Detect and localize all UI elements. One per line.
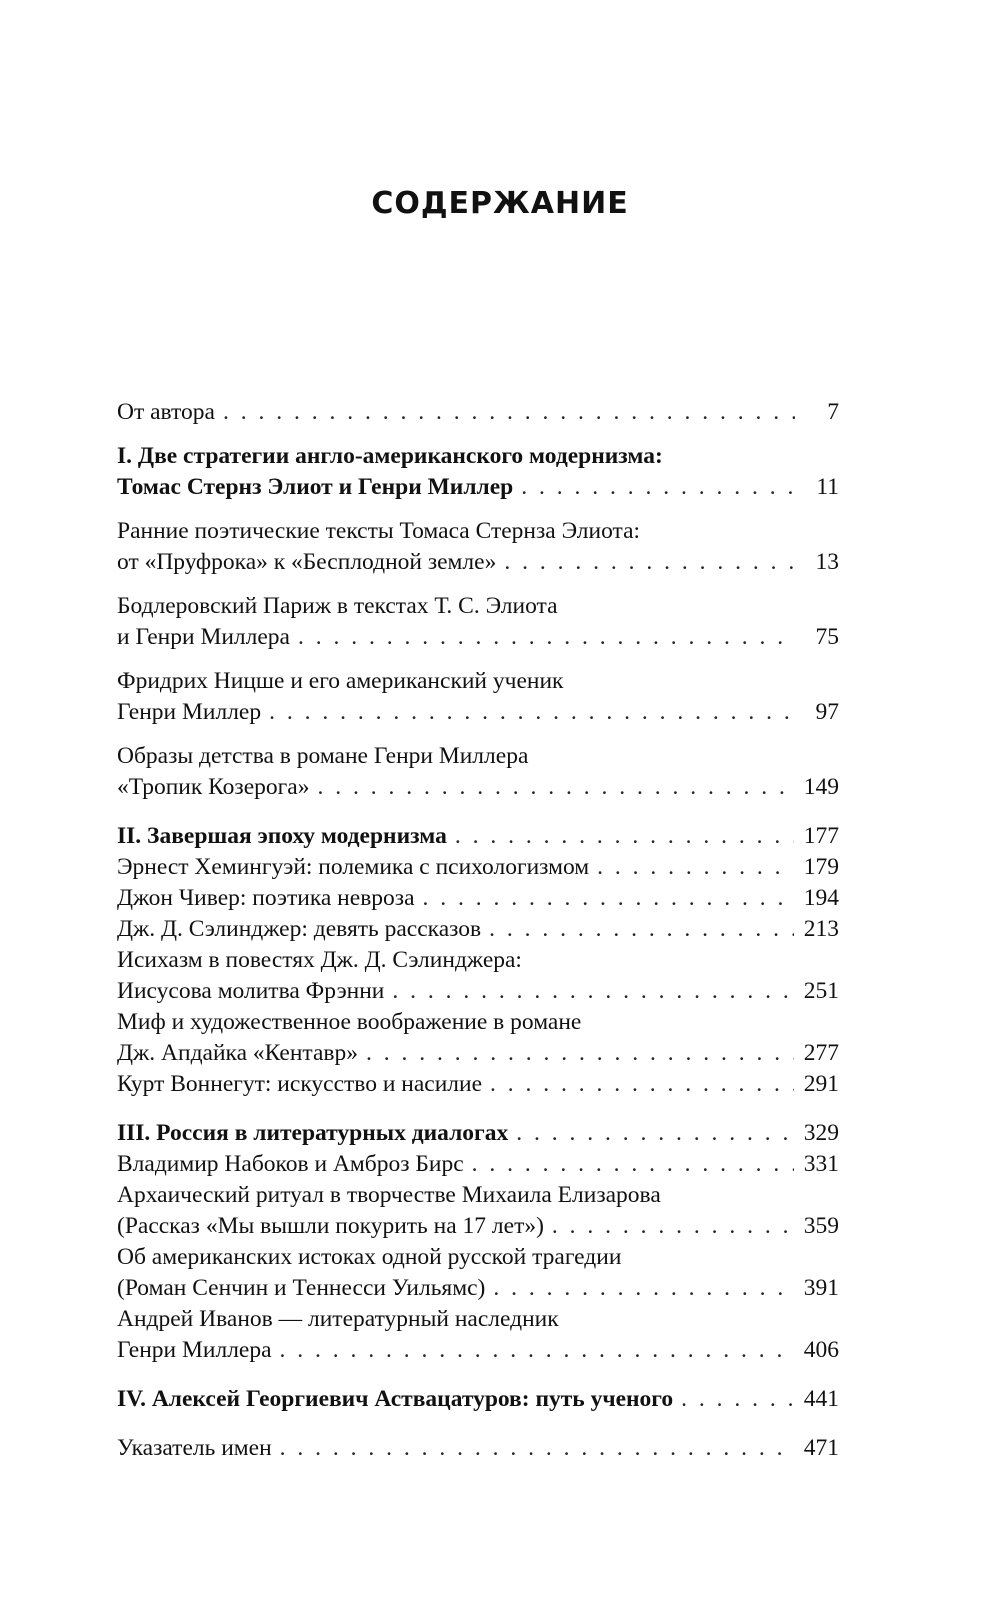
toc-entry-title-line: Бодлеровский Париж в текстах Т. С. Элиота xyxy=(117,593,558,619)
toc-entry-title-line: Курт Воннегут: искусство и насилие xyxy=(117,1071,483,1097)
toc-entry-title-line: IV. Алексей Георгиевич Аствацатуров: путь ученого xyxy=(117,1386,674,1412)
toc-entry-line xyxy=(117,821,839,852)
toc-section-heading xyxy=(117,441,839,503)
dot-leader xyxy=(317,772,793,803)
toc-entry-title-line: Джон Чивер: поэтика невроза xyxy=(117,885,415,911)
toc-entry-line xyxy=(117,1069,839,1100)
toc-entry-title-line: Фридрих Ницше и его американский ученик xyxy=(117,668,564,694)
page-number: 471 xyxy=(803,1435,839,1461)
dot-leader xyxy=(455,821,794,852)
toc-entry xyxy=(117,1433,839,1464)
page-number: 331 xyxy=(803,1151,839,1177)
page-number: 194 xyxy=(803,885,839,911)
toc-entry-line xyxy=(117,1273,839,1304)
toc-entry-title-line: III. Россия в литературных диалогах xyxy=(117,1120,509,1146)
toc-entry-title-line: (Роман Сенчин и Теннесси Уильямс) xyxy=(117,1275,486,1301)
table-of-contents xyxy=(117,397,839,1464)
toc-entry-title-line: Владимир Набоков и Амброз Бирс xyxy=(117,1151,464,1177)
toc-entry-line xyxy=(117,472,839,503)
toc-entry xyxy=(117,591,839,653)
dot-leader xyxy=(269,697,795,728)
toc-entry-line xyxy=(117,976,839,1007)
toc-section-heading xyxy=(117,1384,839,1415)
toc-entry-line xyxy=(117,622,839,653)
toc-entry xyxy=(117,852,839,883)
toc-entry-line xyxy=(117,772,839,803)
toc-section-heading xyxy=(117,821,839,852)
toc-entry-title-line: и Генри Миллера xyxy=(117,624,290,650)
toc-entry xyxy=(117,397,839,428)
toc-entry-line xyxy=(117,852,839,883)
toc-entry-title-line: Архаический ритуал в творчестве Михаила Елизарова xyxy=(117,1182,661,1208)
page-number: 277 xyxy=(803,1040,839,1066)
page-number: 179 xyxy=(803,854,839,880)
toc-entry xyxy=(117,1242,839,1304)
toc-entry-title-line: Исихазм в повестях Дж. Д. Сэлинджера: xyxy=(117,947,522,973)
toc-entry-title-line: от «Пруфрока» к «Бесплодной земле» xyxy=(117,549,497,575)
toc-entry-title-line: Образы детства в романе Генри Миллера xyxy=(117,743,529,769)
toc-entry xyxy=(117,741,839,803)
toc-entry-title-line: Генри Миллера xyxy=(117,1337,272,1363)
toc-entry xyxy=(117,945,839,1007)
dot-leader xyxy=(493,1273,793,1304)
toc-entry xyxy=(117,883,839,914)
toc-section-heading xyxy=(117,1118,839,1149)
toc-entry-line xyxy=(117,397,839,428)
toc-entry-title-line: Миф и художественное воображение в романе xyxy=(117,1009,582,1035)
dot-leader xyxy=(392,976,793,1007)
page-number: 213 xyxy=(803,916,839,942)
page-number: 177 xyxy=(803,823,839,849)
dot-leader xyxy=(516,1118,794,1149)
toc-entry-line xyxy=(117,914,839,945)
toc-entry-title-line: Андрей Иванов — литературный наследник xyxy=(117,1306,559,1332)
toc-entry-title-line: Дж. Апдайка «Кентавр» xyxy=(117,1040,359,1066)
dot-leader xyxy=(681,1384,794,1415)
dot-leader xyxy=(280,1433,794,1464)
toc-entry-title-line: Об американских истоках одной русской трагедии xyxy=(117,1244,622,1270)
toc-entry-title-line: Иисусова молитва Фрэнни xyxy=(117,978,385,1004)
toc-entry-line xyxy=(117,1211,839,1242)
page-number: 149 xyxy=(803,774,839,800)
page-number: 391 xyxy=(803,1275,839,1301)
page-number: 7 xyxy=(827,399,839,425)
dot-leader xyxy=(521,472,795,503)
toc-entry-line xyxy=(117,1118,839,1149)
toc-entry-line xyxy=(117,1038,839,1069)
page-number: 251 xyxy=(803,978,839,1004)
page-number: 97 xyxy=(815,699,839,725)
toc-entry-line xyxy=(117,547,839,578)
toc-entry-title-line: Ранние поэтические тексты Томаса Стернза Элиота: xyxy=(117,518,641,544)
page-title: СОДЕРЖАНИЕ xyxy=(371,186,629,221)
toc-entry-line xyxy=(117,1433,839,1464)
toc-entry-title-line: От автора xyxy=(117,399,215,425)
toc-entry-line xyxy=(117,883,839,914)
toc-entry xyxy=(117,914,839,945)
toc-entry-title-line: (Рассказ «Мы вышли покурить на 17 лет») xyxy=(117,1213,544,1239)
toc-entry-line xyxy=(117,1384,839,1415)
dot-leader xyxy=(489,914,794,945)
toc-entry xyxy=(117,1304,839,1366)
toc-entry-line xyxy=(117,1149,839,1180)
page-number: 406 xyxy=(803,1337,839,1363)
page-number: 441 xyxy=(803,1386,839,1412)
page-number: 13 xyxy=(815,549,839,575)
toc-entry xyxy=(117,516,839,578)
toc-entry xyxy=(117,1069,839,1100)
toc-entry-title-line: Указатель имен xyxy=(117,1435,272,1461)
toc-entry-title-line: Дж. Д. Сэлинджер: девять рассказов xyxy=(117,916,482,942)
dot-leader xyxy=(597,852,794,883)
toc-entry-title-line: Эрнест Хемингуэй: полемика с психологизмом xyxy=(117,854,590,880)
toc-entry-title-line: I. Две стратегии англо-американского модернизма: xyxy=(117,443,663,469)
dot-leader xyxy=(280,1335,794,1366)
toc-entry xyxy=(117,666,839,728)
toc-entry-line xyxy=(117,1335,839,1366)
page-number: 75 xyxy=(815,624,839,650)
page-number: 329 xyxy=(803,1120,839,1146)
page-number: 291 xyxy=(803,1071,839,1097)
page-number: 359 xyxy=(803,1213,839,1239)
toc-entry-title-line: Томас Стернз Элиот и Генри Миллер xyxy=(117,474,514,500)
dot-leader xyxy=(423,883,794,914)
toc-entry-title-line: II. Завершая эпоху модернизма xyxy=(117,823,447,849)
dot-leader xyxy=(223,397,795,428)
toc-entry-title-line: «Тропик Козерога» xyxy=(117,774,310,800)
dot-leader xyxy=(298,622,795,653)
dot-leader xyxy=(490,1069,794,1100)
toc-entry-title-line: Генри Миллер xyxy=(117,699,262,725)
toc-entry xyxy=(117,1007,839,1069)
toc-entry xyxy=(117,1149,839,1180)
dot-leader xyxy=(504,547,795,578)
dot-leader xyxy=(366,1038,794,1069)
toc-entry xyxy=(117,1180,839,1242)
toc-entry-line xyxy=(117,697,839,728)
page-number: 11 xyxy=(816,474,839,500)
dot-leader xyxy=(472,1149,794,1180)
dot-leader xyxy=(552,1211,794,1242)
